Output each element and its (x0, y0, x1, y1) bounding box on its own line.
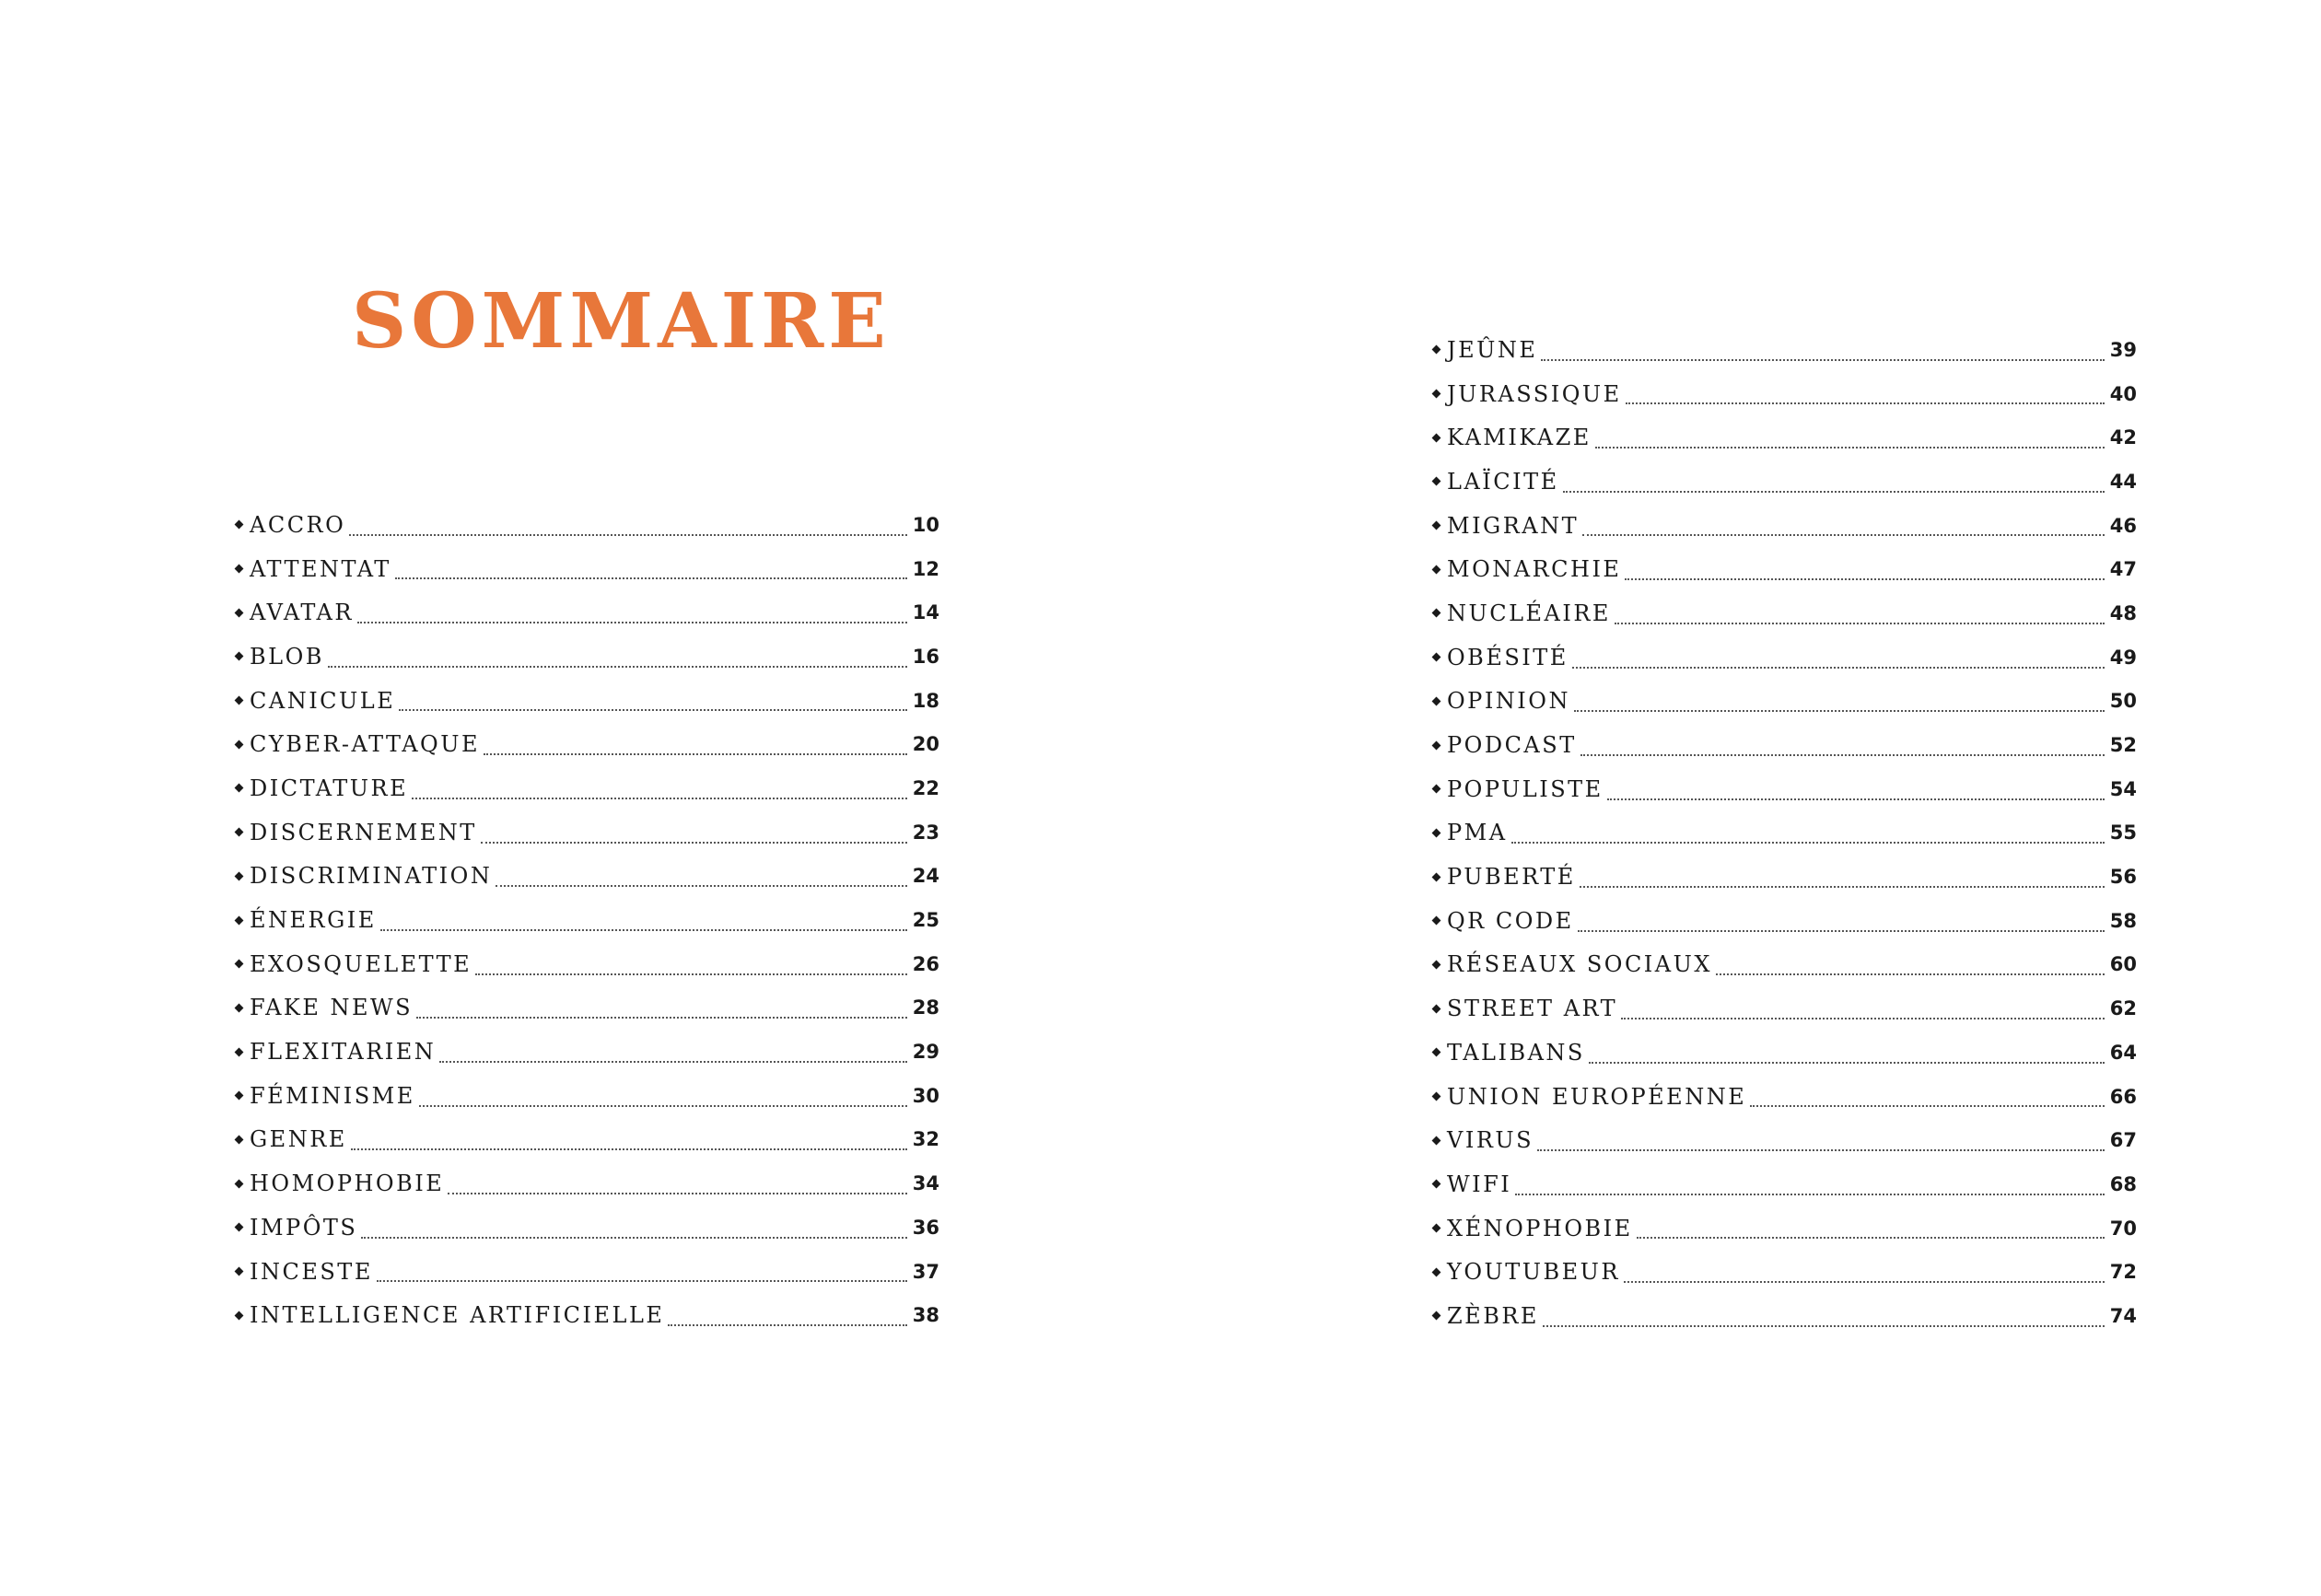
dot-leader (412, 797, 907, 799)
dot-leader (380, 928, 907, 931)
toc-entry-page-number: 36 (912, 1216, 939, 1239)
toc-entry-page-number: 20 (912, 733, 939, 756)
toc-entry-label: STREET ART (1447, 996, 1618, 1022)
dot-leader (361, 1236, 906, 1239)
dot-leader (1582, 533, 2105, 536)
diamond-bullet-icon (235, 608, 244, 617)
diamond-bullet-icon (235, 1091, 244, 1101)
toc-entry-page-number: 68 (2109, 1172, 2137, 1195)
toc-entry-page-number: 46 (2109, 514, 2137, 537)
toc-entry-page-number: 40 (2109, 382, 2137, 405)
diamond-bullet-icon (235, 740, 244, 749)
toc-entry-label: UNION EUROPÉENNE (1447, 1083, 1747, 1110)
toc-entry-label: FLEXITARIEN (250, 1039, 437, 1066)
toc-entry[interactable] (1429, 1075, 2137, 1119)
toc-entry-page-number: 16 (912, 645, 939, 668)
diamond-bullet-icon (235, 1267, 244, 1276)
diamond-bullet-icon (235, 565, 244, 574)
dot-leader (1580, 885, 2105, 888)
toc-entry[interactable] (232, 1030, 939, 1074)
dot-leader (399, 708, 907, 711)
toc-entry-label: OPINION (1447, 688, 1570, 715)
right-page (1160, 0, 2321, 1596)
diamond-bullet-icon (1432, 916, 1441, 926)
dot-leader (1543, 1324, 2105, 1327)
toc-entry[interactable] (1429, 680, 2137, 724)
diamond-bullet-icon (1432, 565, 1441, 574)
diamond-bullet-icon (1432, 1180, 1441, 1189)
diamond-bullet-icon (1432, 433, 1441, 442)
dot-leader (1750, 1104, 2105, 1107)
toc-entry-label: ACCRO (250, 511, 346, 538)
toc-entry-page-number: 14 (912, 601, 939, 624)
toc-list-right (1429, 328, 2137, 1338)
toc-entry-page-number: 67 (2109, 1129, 2137, 1152)
toc-entry-page-number: 12 (912, 557, 939, 580)
dot-leader (481, 841, 907, 844)
toc-entry-label: IMPÔTS (250, 1214, 358, 1241)
toc-entry-page-number: 23 (912, 821, 939, 844)
toc-entry-label: INTELLIGENCE ARTIFICIELLE (250, 1302, 665, 1329)
toc-entry-page-number: 29 (912, 1041, 939, 1064)
toc-entry-page-number: 10 (912, 513, 939, 536)
toc-entry-page-number: 74 (2109, 1304, 2137, 1327)
toc-entry-page-number: 52 (2109, 734, 2137, 757)
diamond-bullet-icon (1432, 390, 1441, 399)
diamond-bullet-icon (235, 1003, 244, 1012)
diamond-bullet-icon (235, 828, 244, 837)
toc-entry[interactable] (232, 547, 939, 591)
diamond-bullet-icon (1432, 345, 1441, 355)
dot-leader (416, 1016, 907, 1019)
dot-leader (496, 884, 906, 887)
dot-leader (1625, 577, 2104, 580)
diamond-bullet-icon (1432, 1224, 1441, 1233)
toc-entry-label: PODCAST (1447, 732, 1577, 759)
dot-leader (419, 1104, 907, 1107)
toc-entry-page-number: 30 (912, 1084, 939, 1107)
toc-entry[interactable] (232, 855, 939, 899)
toc-entry-page-number: 24 (912, 865, 939, 888)
left-page (0, 0, 1160, 1596)
toc-entry[interactable] (1429, 1162, 2137, 1206)
diamond-bullet-icon (1432, 1136, 1441, 1145)
toc-entry[interactable] (232, 810, 939, 855)
toc-entry[interactable] (232, 1293, 939, 1337)
toc-entry[interactable] (1429, 547, 2137, 591)
toc-entry[interactable] (232, 1074, 939, 1118)
toc-entry-page-number: 18 (912, 689, 939, 712)
toc-entry[interactable] (1429, 1250, 2137, 1294)
toc-entry-label: ÉNERGIE (250, 907, 377, 934)
toc-entry[interactable] (1429, 986, 2137, 1031)
diamond-bullet-icon (1432, 961, 1441, 970)
toc-entry-label: PUBERTÉ (1447, 864, 1576, 891)
diamond-bullet-icon (1432, 1048, 1441, 1057)
toc-entry-label: DICTATURE (250, 775, 409, 801)
toc-entry-label: TALIBANS (1447, 1039, 1585, 1066)
toc-entry-label: NUCLÉAIRE (1447, 600, 1611, 626)
dot-leader (1589, 1061, 2105, 1064)
diamond-bullet-icon (235, 784, 244, 793)
toc-entry[interactable] (232, 679, 939, 723)
dot-leader (1716, 973, 2105, 975)
dot-leader (1537, 1148, 2105, 1151)
dot-leader (349, 533, 906, 536)
toc-entry[interactable] (1429, 811, 2137, 856)
toc-entry-label: OBÉSITÉ (1447, 644, 1569, 670)
toc-entry-page-number: 60 (2109, 953, 2137, 976)
dot-leader (351, 1147, 907, 1150)
toc-entry[interactable] (1429, 591, 2137, 635)
toc-entry-page-number: 25 (912, 909, 939, 932)
diamond-bullet-icon (235, 1136, 244, 1145)
toc-entry-label: XÉNOPHOBIE (1447, 1215, 1633, 1241)
toc-entry[interactable] (232, 766, 939, 810)
dot-leader (1578, 929, 2105, 932)
diamond-bullet-icon (1432, 872, 1441, 881)
toc-entry-label: INCESTE (250, 1258, 373, 1285)
toc-entry-label: YOUTUBEUR (1447, 1259, 1620, 1286)
toc-entry[interactable] (1429, 943, 2137, 987)
toc-entry[interactable] (1429, 504, 2137, 548)
diamond-bullet-icon (1432, 1004, 1441, 1013)
toc-entry[interactable] (232, 898, 939, 942)
toc-entry-page-number: 70 (2109, 1217, 2137, 1240)
dot-leader (1511, 841, 2105, 844)
diamond-bullet-icon (1432, 1092, 1441, 1101)
toc-entry-label: BLOB (250, 643, 324, 670)
toc-entry-label: VIRUS (1447, 1127, 1534, 1154)
diamond-bullet-icon (1432, 1311, 1441, 1321)
dot-leader (357, 621, 907, 623)
dot-leader (1621, 1017, 2105, 1019)
toc-entry-label: WIFI (1447, 1171, 1512, 1197)
diamond-bullet-icon (235, 1179, 244, 1188)
dot-leader (1563, 490, 2105, 493)
toc-entry-label: JURASSIQUE (1447, 380, 1622, 407)
toc-entry-label: DISCRIMINATION (250, 863, 493, 890)
toc-entry-page-number: 64 (2109, 1041, 2137, 1064)
toc-entry-label: KAMIKAZE (1447, 425, 1592, 451)
page-title: SOMMAIRE (352, 277, 891, 366)
toc-entry[interactable] (1429, 415, 2137, 460)
toc-entry[interactable] (1429, 1294, 2137, 1338)
toc-entry-page-number: 55 (2109, 821, 2137, 845)
diamond-bullet-icon (1432, 828, 1441, 837)
toc-entry-page-number: 72 (2109, 1261, 2137, 1284)
diamond-bullet-icon (1432, 653, 1441, 662)
toc-entry-label: EXOSQUELETTE (250, 950, 472, 977)
toc-entry-page-number: 34 (912, 1172, 939, 1195)
diamond-bullet-icon (235, 520, 244, 530)
diamond-bullet-icon (1432, 609, 1441, 618)
toc-entry[interactable] (232, 1161, 939, 1206)
toc-entry-label: QR CODE (1447, 907, 1574, 934)
dot-leader (1541, 358, 2104, 361)
toc-entry-page-number: 39 (2109, 338, 2137, 361)
toc-entry-label: POPULISTE (1447, 775, 1604, 802)
dot-leader (328, 665, 907, 668)
toc-entry-label: AVATAR (250, 600, 354, 626)
toc-entry[interactable] (1429, 899, 2137, 943)
toc-entry-label: CYBER-ATTAQUE (250, 731, 480, 758)
toc-entry[interactable] (232, 1118, 939, 1162)
toc-entry[interactable] (232, 635, 939, 679)
dot-leader (1607, 798, 2105, 800)
toc-entry-page-number: 49 (2109, 646, 2137, 669)
toc-entry[interactable] (1429, 1118, 2137, 1162)
dot-leader (484, 752, 907, 755)
toc-entry[interactable] (232, 722, 939, 766)
toc-entry-label: CANICULE (250, 687, 396, 714)
toc-entry[interactable] (232, 1206, 939, 1250)
dot-leader (1574, 709, 2105, 712)
diamond-bullet-icon (1432, 521, 1441, 530)
diamond-bullet-icon (1432, 696, 1441, 705)
toc-entry-page-number: 37 (912, 1260, 939, 1283)
toc-entry-page-number: 66 (2109, 1085, 2137, 1108)
dot-leader (1580, 753, 2105, 756)
toc-entry[interactable] (1429, 1206, 2137, 1251)
diamond-bullet-icon (235, 1047, 244, 1056)
toc-entry-label: MONARCHIE (1447, 556, 1622, 583)
toc-entry-label: FAKE NEWS (250, 995, 414, 1021)
toc-entry-label: ZÈBRE (1447, 1302, 1539, 1329)
dot-leader (448, 1192, 907, 1194)
toc-entry-label: LAÏCITÉ (1447, 468, 1559, 495)
toc-entry[interactable] (1429, 460, 2137, 504)
toc-list-left (232, 503, 939, 1337)
toc-entry[interactable] (1429, 328, 2137, 372)
toc-entry[interactable] (1429, 855, 2137, 899)
dot-leader (1626, 402, 2105, 404)
dot-leader (668, 1323, 906, 1326)
dot-leader (475, 973, 907, 975)
toc-entry[interactable] (232, 503, 939, 547)
dot-leader (377, 1279, 907, 1282)
dot-leader (439, 1060, 906, 1063)
diamond-bullet-icon (235, 960, 244, 969)
toc-entry-label: DISCERNEMENT (250, 819, 477, 845)
toc-entry[interactable] (232, 590, 939, 635)
diamond-bullet-icon (235, 696, 244, 705)
toc-entry-page-number: 26 (912, 952, 939, 975)
diamond-bullet-icon (1432, 740, 1441, 750)
toc-entry-label: PMA (1447, 820, 1508, 846)
diamond-bullet-icon (235, 915, 244, 925)
toc-entry-page-number: 42 (2109, 426, 2137, 449)
toc-entry-label: HOMOPHOBIE (250, 1171, 445, 1197)
diamond-bullet-icon (235, 1223, 244, 1232)
toc-entry[interactable] (1429, 723, 2137, 767)
toc-entry-page-number: 32 (912, 1128, 939, 1151)
dot-leader (1515, 1193, 2104, 1195)
diamond-bullet-icon (235, 871, 244, 880)
toc-entry-page-number: 47 (2109, 558, 2137, 581)
dot-leader (395, 577, 907, 579)
toc-entry[interactable] (1429, 1031, 2137, 1075)
toc-entry[interactable] (232, 986, 939, 1031)
toc-entry-label: ATTENTAT (250, 555, 391, 582)
dot-leader (1595, 446, 2105, 449)
toc-entry-label: GENRE (250, 1126, 347, 1153)
toc-entry[interactable] (1429, 767, 2137, 811)
toc-entry-page-number: 62 (2109, 997, 2137, 1020)
dot-leader (1624, 1280, 2105, 1283)
toc-entry[interactable] (232, 1250, 939, 1294)
dot-leader (1572, 666, 2105, 669)
toc-entry-page-number: 50 (2109, 690, 2137, 713)
diamond-bullet-icon (1432, 785, 1441, 794)
toc-entry[interactable] (1429, 635, 2137, 680)
toc-entry-page-number: 28 (912, 996, 939, 1019)
diamond-bullet-icon (235, 652, 244, 661)
toc-entry[interactable] (1429, 372, 2137, 416)
toc-entry-page-number: 48 (2109, 601, 2137, 624)
toc-entry-label: MIGRANT (1447, 512, 1580, 539)
dot-leader (1637, 1236, 2105, 1239)
diamond-bullet-icon (1432, 477, 1441, 486)
toc-entry-label: FÉMINISME (250, 1082, 415, 1109)
toc-entry-page-number: 58 (2109, 909, 2137, 932)
toc-entry-label: JEÛNE (1447, 336, 1538, 363)
toc-entry-page-number: 22 (912, 776, 939, 799)
toc-entry-label: RÉSEAUX SOCIAUX (1447, 951, 1712, 978)
toc-entry-page-number: 54 (2109, 777, 2137, 800)
toc-entry-page-number: 38 (912, 1304, 939, 1327)
toc-entry-page-number: 56 (2109, 866, 2137, 889)
diamond-bullet-icon (1432, 1267, 1441, 1276)
dot-leader (1615, 622, 2105, 624)
toc-entry-page-number: 44 (2109, 470, 2137, 493)
toc-entry[interactable] (232, 942, 939, 986)
diamond-bullet-icon (235, 1311, 244, 1320)
